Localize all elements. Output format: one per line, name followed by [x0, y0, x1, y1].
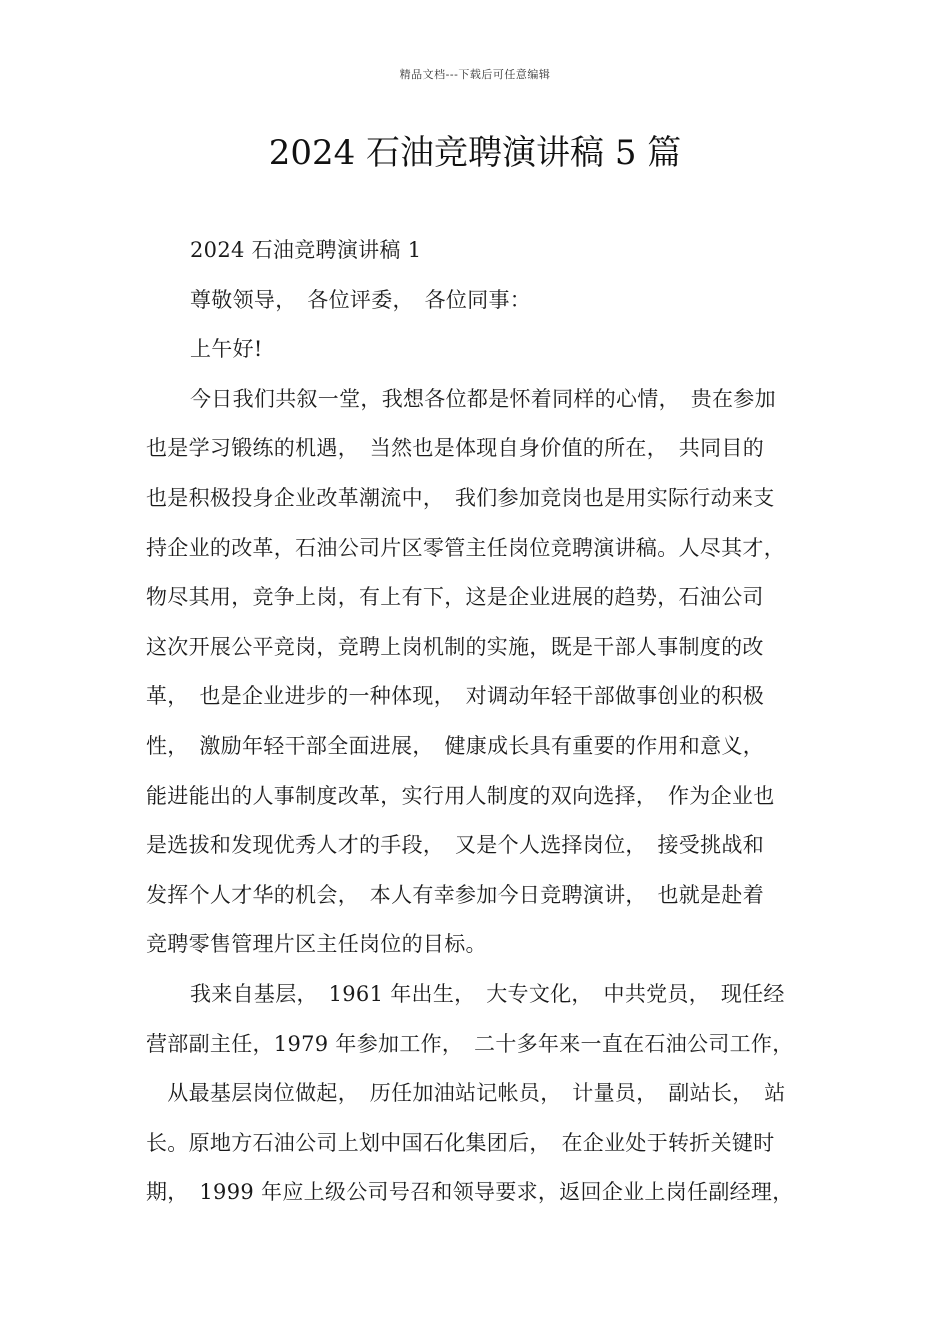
- text-line: 也是学习锻练的机遇， 当然也是体现自身价值的所在， 共同目的: [146, 436, 764, 461]
- header-note: 精品文档---下载后可任意编辑: [399, 68, 551, 81]
- text-line: 长。原地方石油公司上划中国石化集团后， 在企业处于转折关键时: [146, 1130, 775, 1155]
- text-line: 是选拔和发现优秀人才的手段， 又是个人选择岗位， 接受挑战和: [146, 833, 764, 858]
- text-line: 物尽其用，竞争上岗，有上有下，这是企业进展的趋势，石油公司: [146, 585, 764, 610]
- text-line: 期， 1999 年应上级公司号召和领导要求，返回企业上岗任副经理，: [146, 1180, 794, 1205]
- text-line: 上午好!: [190, 337, 263, 362]
- text-line: 今日我们共叙一堂，我想各位都是怀着同样的心情， 贵在参加: [190, 386, 776, 411]
- text-line: 发挥个人才华的机会， 本人有幸参加今日竞聘演讲， 也就是赴着: [146, 882, 764, 907]
- document-body: [146, 226, 826, 1218]
- document-title: 2024 石油竞聘演讲稿 5 篇: [268, 133, 682, 173]
- text-line: 2024 石油竞聘演讲稿 1: [190, 238, 422, 262]
- text-line: 尊敬领导， 各位评委， 各位同事：: [190, 287, 532, 312]
- text-line: 竞聘零售管理片区主任岗位的目标。: [146, 932, 487, 957]
- text-line: 营部副主任，1979 年参加工作， 二十多年来一直在石油公司工作，: [146, 1031, 794, 1056]
- text-line: 这次开展公平竞岗，竞聘上岗机制的实施，既是干部人事制度的改: [146, 634, 764, 659]
- text-line: 从最基层岗位做起， 历任加油站记帐员， 计量员， 副站长， 站: [146, 1081, 786, 1106]
- text-line: 持企业的改革，石油公司片区零管主任岗位竞聘演讲稿。人尽其才，: [146, 535, 785, 560]
- text-line: 性， 激励年轻干部全面进展， 健康成长具有重要的作用和意义，: [146, 733, 764, 758]
- text-line: 能进能出的人事制度改革，实行用人制度的双向选择， 作为企业也: [146, 783, 775, 808]
- text-line: 也是积极投身企业改革潮流中， 我们参加竞岗也是用实际行动来支: [146, 485, 775, 510]
- text-line: 我来自基层， 1961 年出生， 大专文化， 中共党员， 现任经: [190, 981, 785, 1006]
- text-line: 革， 也是企业进步的一种体现， 对调动年轻干部做事创业的积极: [146, 684, 764, 709]
